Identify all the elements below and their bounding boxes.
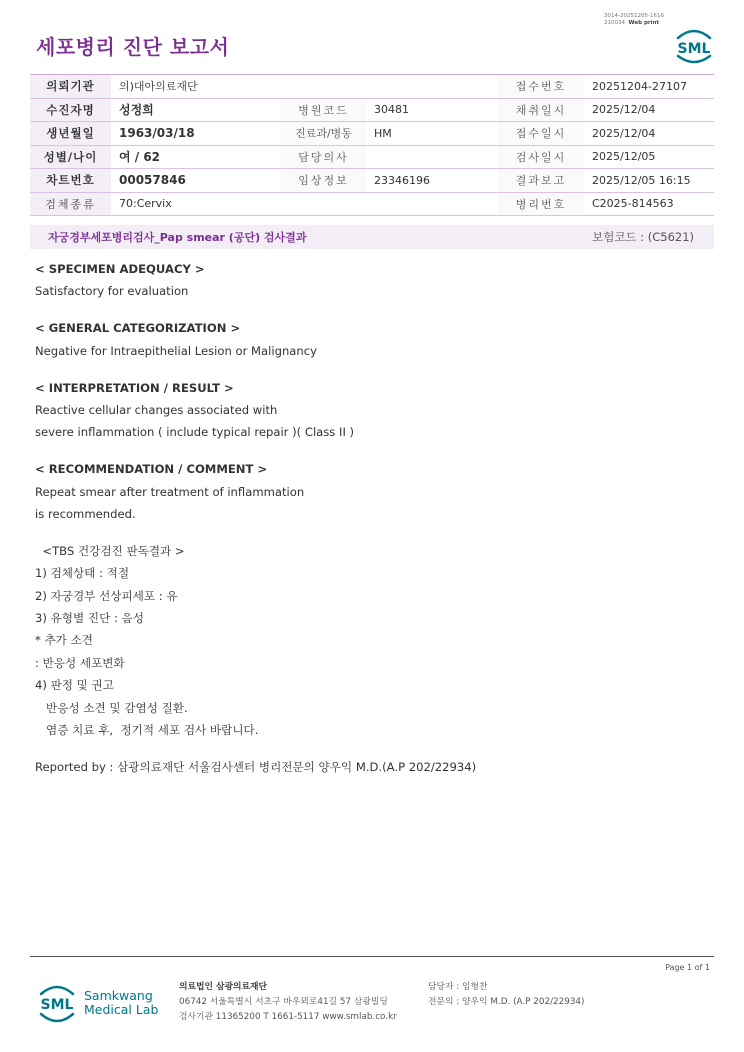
label-birth-date: 생년월일 (30, 122, 111, 146)
exam-title: 자궁경부세포병리검사_Pap smear (공단) 검사결과 (48, 231, 307, 244)
value-doctor (366, 145, 498, 169)
label-result-report: 결과보고 (498, 169, 584, 193)
value-collection-date: 2025/12/04 (584, 98, 714, 122)
label-chart-number: 차트번호 (30, 169, 111, 193)
reported-by: Reported by : 삼광의료재단 서울검사센터 병리전문의 양우익 M.D.(A.P 202/22934) (35, 759, 477, 774)
label-exam-date: 검사일시 (498, 145, 584, 169)
value-patient-name: 성정희 (111, 98, 281, 122)
value-pathology-number: C2025-814563 (584, 192, 714, 216)
footer-divider (30, 956, 714, 957)
print-code-line1: 3014-20251205-1616 (604, 13, 664, 19)
value-receipt-date: 2025/12/04 (584, 122, 714, 146)
tbs-line: : 반응성 세포변화 (35, 655, 125, 670)
org-name: 의료법인 삼광의료재단 (179, 982, 268, 992)
patient-info-table (30, 74, 714, 216)
section-text: Repeat smear after treatment of inflammation (35, 484, 305, 499)
info-row (30, 192, 714, 216)
section-text: Reactive cellular changes associated with (35, 402, 278, 417)
section-heading: < RECOMMENDATION / COMMENT > (35, 462, 268, 477)
value-department: HM (366, 122, 498, 146)
value-clinical-info: 23346196 (366, 169, 498, 193)
page-number: Page 1 of 1 (665, 963, 710, 972)
tbs-line: 염증 치료 후, 정기적 세포 검사 바랍니다. (35, 723, 259, 738)
tbs-line: 3) 유형별 진단 : 음성 (35, 611, 144, 626)
label-patient-name: 수진자명 (30, 98, 111, 122)
value-requesting-institution: 의)대아의료재단 (111, 75, 498, 99)
info-row (30, 145, 714, 169)
print-code-line2: 210034 Web print (604, 20, 660, 26)
tbs-line: <TBS 건강검진 판독결과 > (35, 543, 185, 558)
tbs-line: 2) 자궁경부 선상피세포 : 유 (35, 588, 178, 603)
svg-text:SML: SML (40, 997, 74, 1013)
label-sex-age: 성별/나이 (30, 145, 111, 169)
label-pathology-number: 병리번호 (498, 192, 584, 216)
staff-in-charge: 담당자 : 임형찬 (428, 982, 488, 992)
value-hospital-code: 30481 (366, 98, 498, 122)
tbs-line: 4) 판정 및 권고 (35, 678, 114, 693)
exam-title-bar (30, 225, 714, 249)
sml-logo-icon (672, 24, 716, 64)
value-chart-number: 00057846 (111, 169, 281, 193)
section-heading: < GENERAL CATEGORIZATION > (35, 321, 241, 336)
specialist: 전문의 : 양우익 M.D. (A.P 202/22934) (428, 997, 585, 1007)
value-result-report: 2025/12/05 16:15 (584, 169, 714, 193)
svg-text:SML: SML (677, 41, 711, 57)
label-requesting-institution: 의뢰기관 (30, 75, 111, 99)
label-clinical-info: 임상정보 (281, 169, 366, 193)
section-text: severe inflammation ( include typical repair )( Class II ) (35, 425, 355, 440)
section-heading: < INTERPRETATION / RESULT > (35, 380, 234, 395)
info-row (30, 98, 714, 122)
label-department: 진료과/병동 (281, 122, 366, 146)
info-row (30, 169, 714, 193)
info-row (30, 122, 714, 146)
tbs-line: * 추가 소견 (35, 633, 93, 648)
label-doctor: 담당의사 (281, 145, 366, 169)
org-address: 06742 서울특별시 서초구 바우뫼로41길 57 삼광빌딩 (179, 997, 388, 1007)
label-hospital-code: 병원코드 (281, 98, 366, 122)
value-sex-age: 여 / 62 (111, 145, 281, 169)
value-specimen-type: 70:Cervix (111, 192, 498, 216)
footer-org-info (179, 980, 397, 1025)
value-receipt-number: 20251204-27107 (584, 75, 714, 99)
insurance-code: 보험코드 : (C5621) (592, 230, 694, 244)
section-heading: < SPECIMEN ADEQUACY > (35, 262, 205, 276)
brand-line: Samkwang (84, 988, 153, 1003)
value-birth-date: 1963/03/18 (111, 122, 281, 146)
tbs-line: 1) 검체상태 : 적절 (35, 566, 130, 581)
label-collection-date: 채취일시 (498, 98, 584, 122)
footer-staff-info (428, 980, 584, 1010)
label-specimen-type: 검체종류 (30, 192, 111, 216)
info-row (30, 75, 714, 99)
page-title: 세포병리 진단 보고서 (36, 35, 230, 59)
report-body (35, 258, 695, 778)
tbs-line: 반응성 소견 및 감염성 질환. (35, 700, 188, 715)
label-receipt-date: 접수일시 (498, 122, 584, 146)
section-text: Negative for Intraepithelial Lesion or Malignancy (35, 343, 317, 358)
section-text: is recommended. (35, 507, 136, 522)
brand-name (84, 989, 158, 1017)
section-text: Satisfactory for evaluation (35, 284, 189, 299)
print-code (604, 13, 664, 27)
sml-logo-icon (36, 978, 78, 1024)
value-exam-date: 2025/12/05 (584, 145, 714, 169)
label-receipt-number: 접수번호 (498, 75, 584, 99)
brand-line: Medical Lab (84, 1002, 159, 1017)
org-contact: 검사기관 11365200 T 1661-5117 www.smlab.co.kr (179, 1012, 397, 1022)
